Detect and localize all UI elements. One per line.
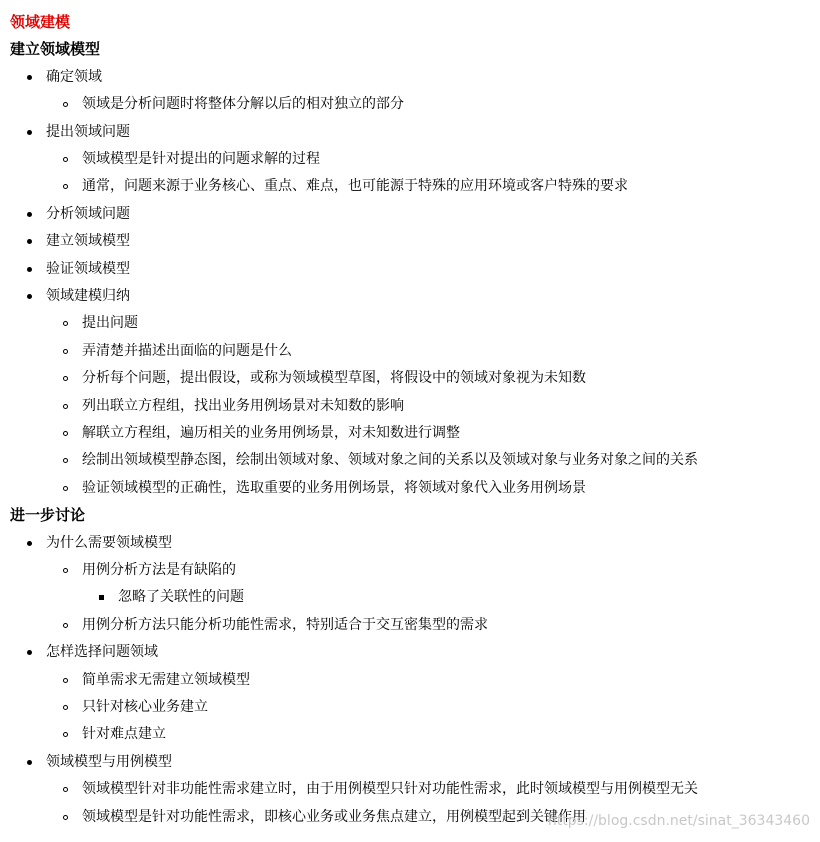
disc-bullet-icon (24, 201, 34, 228)
square-bullet-icon (96, 584, 106, 611)
circle-bullet-icon (60, 557, 70, 584)
list-item-level-2-text: 领域是分析问题时将整体分解以后的相对独立的部分 (82, 96, 404, 113)
list-item-level-2-text: 通常，问题来源于业务核心、重点、难点，也可能源于特殊的应用环境或客户特殊的要求 (82, 178, 628, 195)
list-item-level-2-text: 领域模型针对非功能性需求建立时，由于用例模型只针对功能性需求，此时领域模型与用例模型无关 (82, 781, 698, 798)
disc-bullet-icon (24, 283, 34, 310)
circle-bullet-icon (60, 146, 70, 173)
circle-bullet-icon (60, 667, 70, 694)
list-item-level-2-text: 只针对核心业务建立 (82, 699, 208, 715)
disc-bullet-icon (24, 639, 34, 666)
list-item-level-2-text: 解联立方程组，遍历相关的业务用例场景，对未知数进行调整 (82, 425, 460, 441)
list-item-level-2-text: 验证领域模型的正确性，选取重要的业务用例场景，将领域对象代入业务用例场景 (82, 479, 586, 496)
list-item-level-2-text: 提出问题 (82, 315, 138, 332)
circle-bullet-icon (60, 338, 70, 365)
circle-bullet-icon (60, 365, 70, 392)
list-item-level-2-text: 列出联立方程组，找出业务用例场景对未知数的影响 (82, 397, 404, 414)
disc-bullet-icon (24, 749, 34, 776)
list-item-level-2 (82, 776, 698, 803)
list-item-level-1-text: 领域模型与用例模型 (46, 753, 172, 770)
list-item-level-1-text: 为什么需要领域模型 (46, 534, 172, 551)
list-item-level-1 (46, 749, 172, 776)
list-item-level-1-text: 提出领域问题 (46, 123, 130, 140)
circle-bullet-icon (60, 776, 70, 803)
list-item-level-2 (82, 612, 488, 639)
list-item-level-2 (82, 721, 166, 748)
list-item-level-1-text: 分析领域问题 (46, 205, 130, 222)
list-item-level-2 (82, 804, 586, 831)
list-item-level-1 (46, 283, 130, 310)
disc-bullet-icon (24, 119, 34, 146)
list-item-level-2-text: 分析每个问题，提出假设，或称为领域模型草图，将假设中的领域对象视为未知数 (82, 370, 586, 387)
section-heading-text: 进一步讨论 (10, 506, 86, 525)
list-item-level-2-text: 用例分析方法只能分析功能性需求，特别适合于交互密集型的需求 (82, 616, 488, 633)
disc-bullet-icon (24, 228, 34, 255)
list-item-level-1 (46, 639, 158, 666)
list-item-level-2-text: 领域模型是针对提出的问题求解的过程 (82, 151, 320, 167)
circle-bullet-icon (60, 91, 70, 118)
circle-bullet-icon (60, 475, 70, 502)
list-item-level-2 (82, 694, 208, 721)
list-item-level-1 (46, 64, 102, 91)
circle-bullet-icon (60, 721, 70, 748)
list-item-level-2 (82, 420, 460, 447)
list-item-level-2-text: 弄清楚并描述出面临的问题是什么 (82, 342, 292, 359)
list-item-level-2-text: 绘制出领域模型静态图，绘制出领域对象、领域对象之间的关系以及领域对象与业务对象之间的关系 (82, 452, 698, 469)
section-heading (10, 36, 100, 63)
list-item-level-1 (46, 119, 130, 146)
list-item-level-1-text: 建立领域模型 (46, 233, 130, 250)
list-item-level-1 (46, 256, 130, 283)
section-heading (10, 502, 85, 529)
circle-bullet-icon (60, 804, 70, 831)
list-item-level-2 (82, 91, 404, 118)
circle-bullet-icon (60, 694, 70, 721)
page-title (10, 9, 70, 36)
list-item-level-1-text: 验证领域模型 (46, 260, 130, 277)
list-item-level-1 (46, 530, 172, 557)
list-item-level-3 (118, 584, 244, 611)
disc-bullet-icon (24, 530, 34, 557)
circle-bullet-icon (60, 612, 70, 639)
watermark-text: https://blog.csdn.net/sinat_36343460 (547, 813, 810, 829)
list-item-level-1-text: 领域建模归纳 (46, 288, 130, 304)
circle-bullet-icon (60, 393, 70, 420)
list-item-level-2 (82, 393, 404, 420)
list-item-level-2-text: 针对难点建立 (82, 726, 166, 743)
list-item-level-2 (82, 310, 138, 337)
list-item-level-2 (82, 475, 586, 502)
list-item-level-2-text: 领域模型是针对功能性需求，即核心业务或业务焦点建立，用例模型起到关键作用 (82, 808, 586, 825)
list-item-level-2 (82, 557, 236, 584)
circle-bullet-icon (60, 447, 70, 474)
list-item-level-1-text: 确定领域 (46, 68, 102, 85)
page-title-text: 领域建模 (10, 13, 71, 31)
list-item-level-2 (82, 667, 250, 694)
list-item-level-2 (82, 146, 320, 173)
list-item-level-2-text: 用例分析方法是有缺陷的 (82, 562, 236, 578)
circle-bullet-icon (60, 310, 70, 337)
list-item-level-3-text: 忽略了关联性的问题 (118, 589, 244, 606)
circle-bullet-icon (60, 173, 70, 200)
section-heading-text: 建立领域模型 (10, 40, 101, 59)
disc-bullet-icon (24, 64, 34, 91)
list-item-level-1 (46, 228, 130, 255)
disc-bullet-icon (24, 256, 34, 283)
list-item-level-2-text: 简单需求无需建立领域模型 (82, 671, 250, 688)
list-item-level-2 (82, 447, 698, 474)
list-item-level-1 (46, 201, 130, 228)
list-item-level-2 (82, 338, 292, 365)
list-item-level-1-text: 怎样选择问题领域 (46, 644, 158, 661)
list-item-level-2 (82, 173, 628, 200)
circle-bullet-icon (60, 420, 70, 447)
list-item-level-2 (82, 365, 586, 392)
